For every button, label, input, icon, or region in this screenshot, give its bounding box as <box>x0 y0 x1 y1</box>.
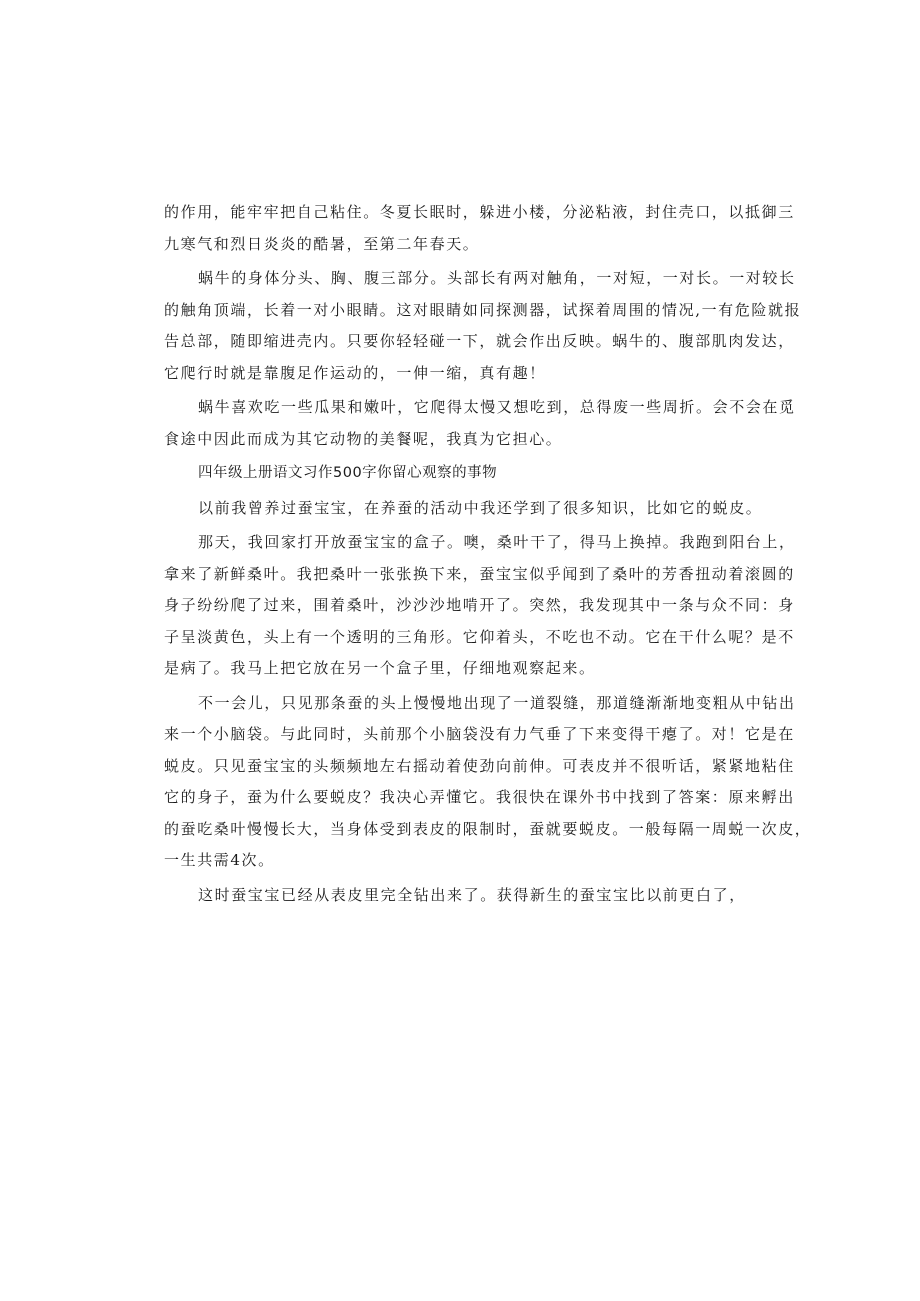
paragraph-snail-food <box>164 392 796 455</box>
text-line: 它爬行时就是靠腹足作运动的，一伸一缩，真有趣！ <box>164 363 546 382</box>
text-line: 来一个小脑袋。与此同时，头前那个小脑袋没有力气垂了下来变得干瘪了。对！它是在 <box>164 725 795 743</box>
text-line: 子呈淡黄色，头上有一个透明的三角形。它仰着头，不吃也不动。它在干什么呢？是不 <box>164 627 795 646</box>
text-line: 的触角顶端，长着一对小眼睛。这对眼睛如同探测器，试探着周围的情况,一有危险就报 <box>164 300 802 319</box>
text-line: 这时蚕宝宝已经从表皮里完全钻出来了。获得新生的蚕宝宝比以前更白了， <box>198 885 746 904</box>
text-line: 蜕皮。只见蚕宝宝的头频频地左右摇动着使劲向前伸。可表皮并不很听话，紧紧地粘住 <box>164 756 795 775</box>
text-line: 一生共需4次。 <box>164 851 275 869</box>
paragraph-silkworm-box <box>164 527 796 685</box>
text-line: 蜗牛喜欢吃一些瓜果和嫩叶，它爬得太慢又想吃到，总得废一些周折。会不会在觅 <box>198 398 796 416</box>
paragraph-snail-shell <box>164 197 795 260</box>
text-line: 它的身子，蚕为什么要蜕皮？我决心弄懂它。我很快在课外书中找到了答案：原来孵出 <box>164 788 795 806</box>
text-line: 以前我曾养过蚕宝宝，在养蚕的活动中我还学到了很多知识，比如它的蜕皮。 <box>198 498 763 517</box>
text-line: 的蚕吃桑叶慢慢长大，当身体受到表皮的限制时，蚕就要蜕皮。一般每隔一周蜕一次皮， <box>164 819 812 838</box>
paragraph-silkworm-new <box>164 880 754 912</box>
text-line: 是病了。我马上把它放在另一个盒子里，仔细地观察起来。 <box>164 659 596 677</box>
text-line: 食途中因此而成为其它动物的美餐呢，我真为它担心。 <box>164 429 563 448</box>
paragraph-snail-body <box>164 263 802 389</box>
text-line: 那天，我回家打开放蚕宝宝的盒子。噢，桑叶干了，得马上换掉。我跑到阳台上， <box>198 533 796 551</box>
text-line: 九寒气和烈日炎炎的酷暑，至第二年春天。 <box>164 234 480 253</box>
text-line: 蜗牛的身体分头、胸、腹三部分。头部长有两对触角，一对短，一对长。一对较长 <box>198 269 796 287</box>
text-line: 身子纷纷爬了过来，围着桑叶，沙沙沙地啃开了。突然，我发现其中一条与众不同：身 <box>164 596 795 614</box>
text-line: 拿来了新鲜桑叶。我把桑叶一张张换下来，蚕宝宝似乎闻到了桑叶的芳香扭动着滚圆的 <box>164 564 795 583</box>
essay-title: 四年级上册语文习作500字你留心观察的事物 <box>198 465 498 481</box>
document-body <box>164 197 812 911</box>
paragraph-silkworm-intro <box>164 493 763 525</box>
text-line: 的作用，能牢牢把自己粘住。冬夏长眠时，躲进小楼，分泌粘液，封住壳口，以抵御三 <box>164 203 795 221</box>
paragraph-silkworm-molting <box>164 688 812 877</box>
text-line: 不一会儿，只见那条蚕的头上慢慢地出现了一道裂缝，那道缝渐渐地变粗从中钻出 <box>198 693 796 712</box>
text-line: 告总部，随即缩进壳内。只要你轻轻碰一下，就会作出反映。蜗牛的、腹部肌肉发达， <box>164 332 795 350</box>
